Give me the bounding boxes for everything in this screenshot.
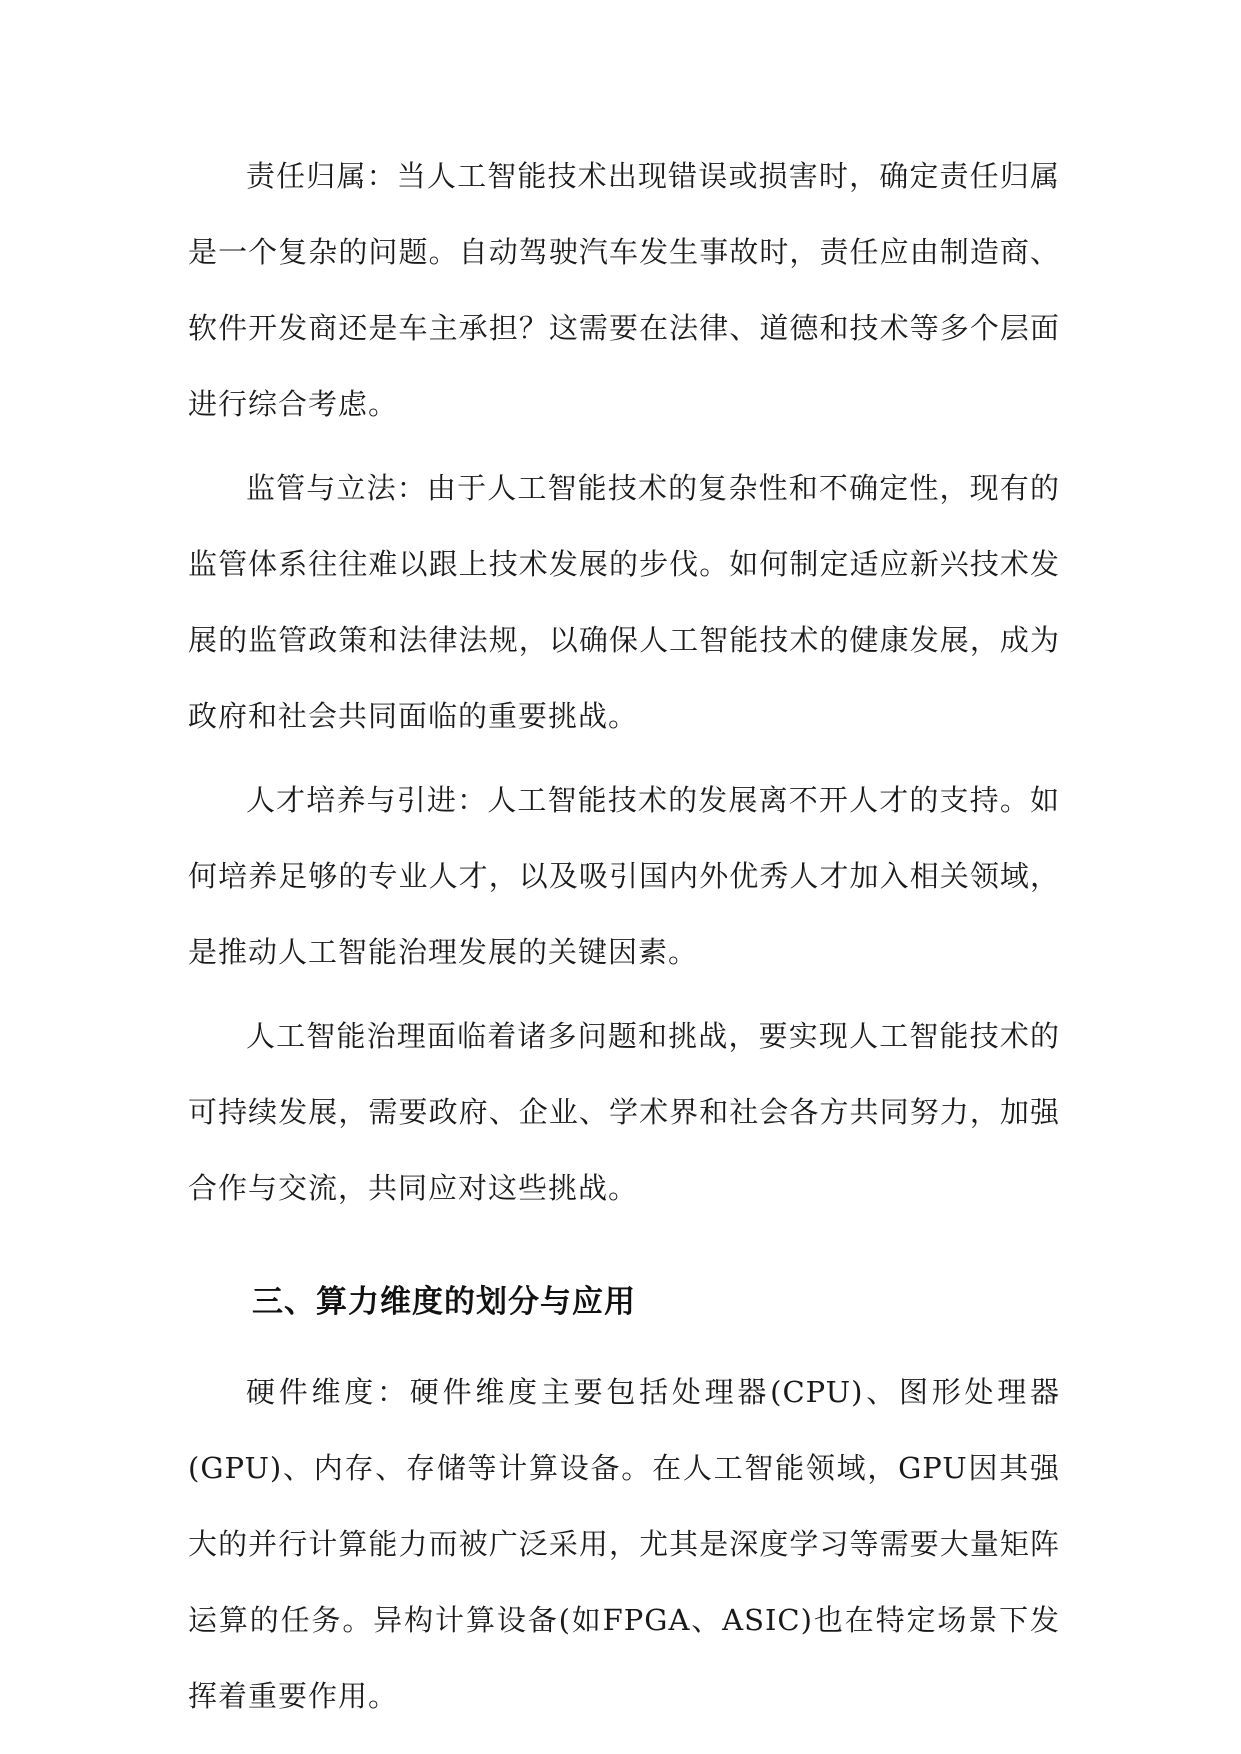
section-heading: 三、算力维度的划分与应用 [252,1284,636,1320]
paragraph-regulation: 监管与立法：由于人工智能技术的复杂性和不确定性，现有的监管体系往往难以跟上技术发展的步伐。如何制定适应新兴技术发展的监管政策和法律法规，以确保人工智能技术的健康发展，成为政府和社会共同面临的重要挑战。 [188,471,1060,733]
paragraph-responsibility: 责任归属：当人工智能技术出现错误或损害时，确定责任归属是一个复杂的问题。自动驾驶汽车发生事故时，责任应由制造商、软件开发商还是车主承担？这需要在法律、道德和技术等多个层面进行综合考虑。 [188,159,1060,421]
paragraph-talent: 人才培养与引进：人工智能技术的发展离不开人才的支持。如何培养足够的专业人才，以及吸引国内外优秀人才加入相关领域，是推动人工智能治理发展的关键因素。 [188,783,1060,969]
document-body [188,138,1060,1742]
paragraph-conclusion: 人工智能治理面临着诸多问题和挑战，要实现人工智能技术的可持续发展，需要政府、企业、学术界和社会各方共同努力，加强合作与交流，共同应对这些挑战。 [188,1019,1060,1205]
paragraph-hardware: 硬件维度：硬件维度主要包括处理器(CPU)、图形处理器(GPU)、内存、存储等计算设备。在人工智能领域，GPU因其强大的并行计算能力而被广泛采用，尤其是深度学习等需要大量矩阵运算的任务。异构计算设备(如FPGA、ASIC)也在特定场景下发挥着重要作用。 [188,1375,1060,1713]
